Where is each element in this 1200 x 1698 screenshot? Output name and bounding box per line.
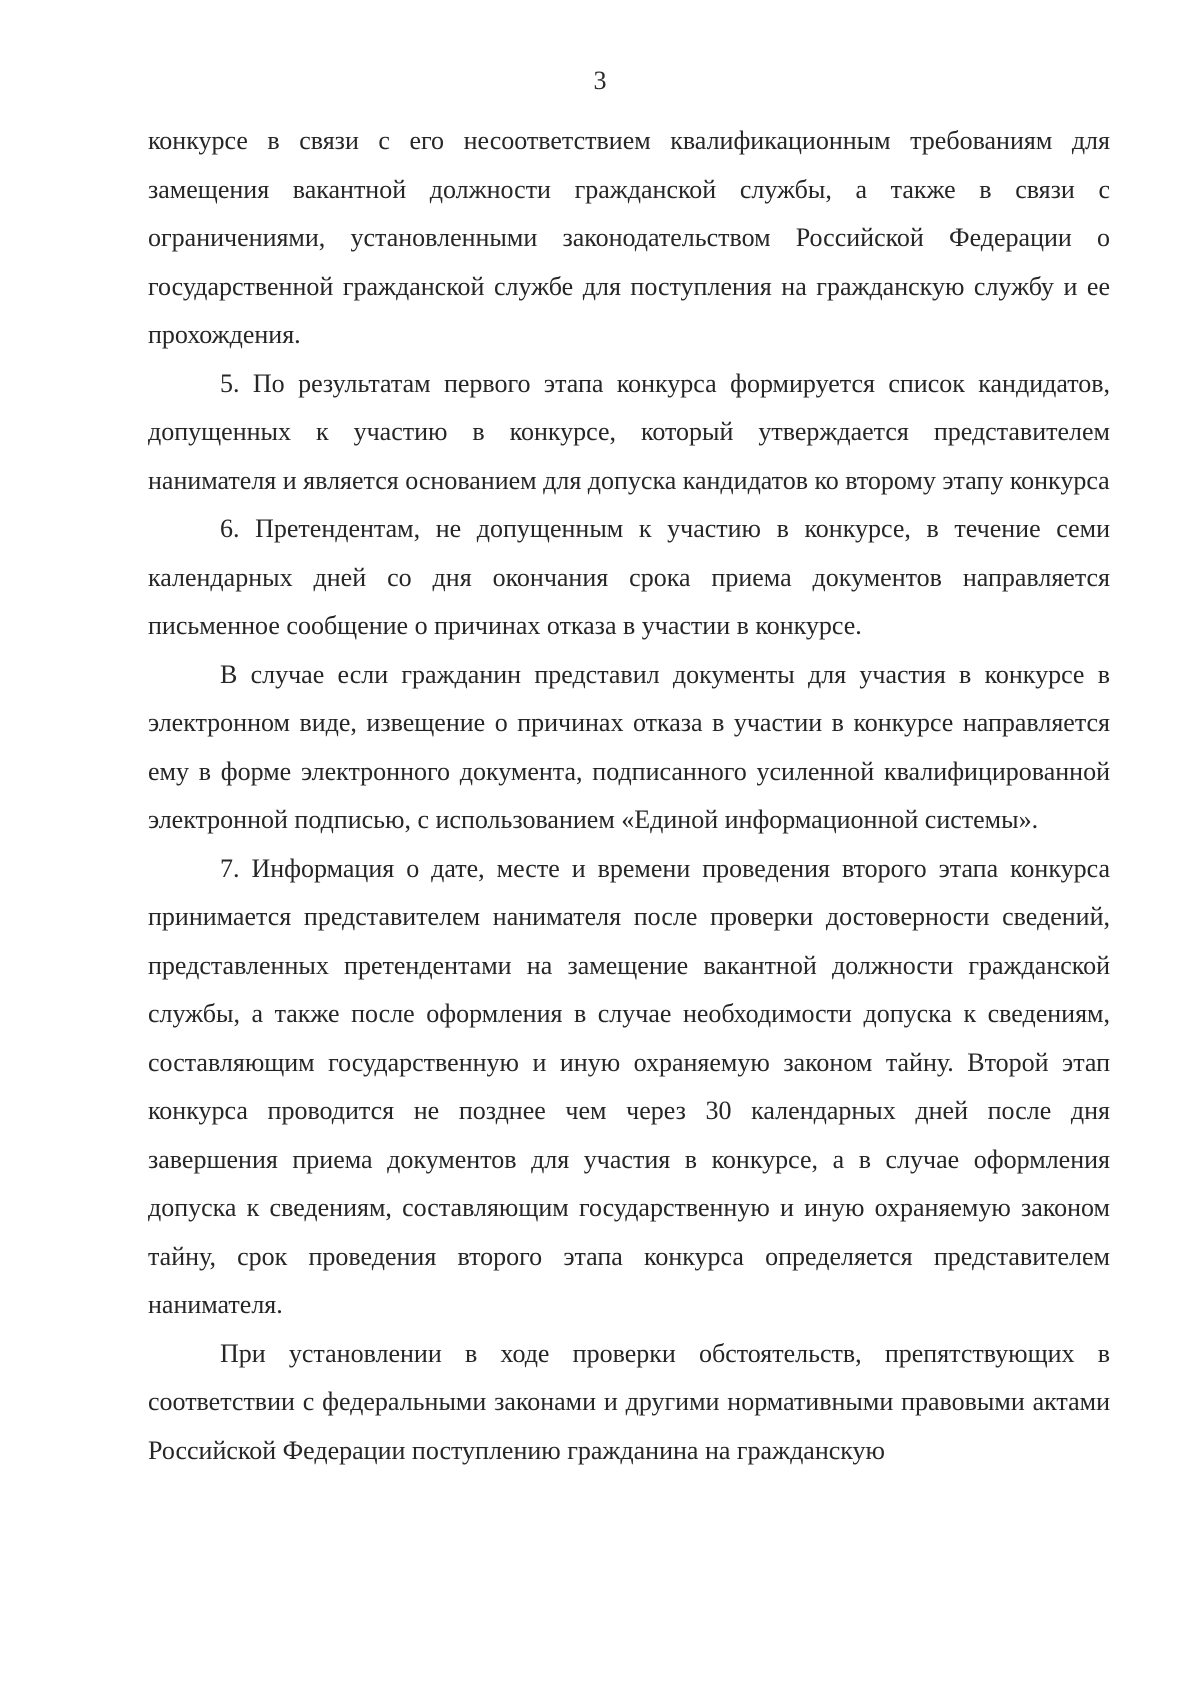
paragraph-item-7: 7. Информация о дате, месте и времени проведения второго этапа конкурса принимается представителем нанимателя после проверки достоверности сведений, представленных претендентами на замещение вакантной должности гражданской службы, а также после оформления в случае необходимости допуска к сведениям, составляющим государственную и иную охраняемую законом тайну. Второй этап конкурса проводится не позднее чем через 30 календарных дней после дня завершения приема документов для участия в конкурсе, а в случае оформления допуска к сведениям, составляющим государственную и иную охраняемую законом тайну, срок проведения второго этапа конкурса определяется представителем нанимателя.	[148, 853, 1110, 1319]
paragraph-item-5: 5. По результатам первого этапа конкурса формируется список кандидатов, допущенных к участию в конкурсе, который утверждается представителем нанимателя и является основанием для допуска кандидатов ко второму этапу конкурса	[148, 368, 1110, 495]
paragraph-electronic-notice: В случае если гражданин представил документы для участия в конкурсе в электронном виде, извещение о причинах отказа в участии в конкурсе направляется ему в форме электронного документа, подписанного усиленной квалифицированной электронной подписью, с использованием «Единой информационной системы».	[148, 659, 1110, 834]
page-number: 3	[593, 66, 607, 95]
document-body	[148, 117, 1110, 1475]
paragraph-item-6: 6. Претендентам, не допущенным к участию в конкурсе, в течение семи календарных дней со дня окончания срока приема документов направляется письменное сообщение о причинах отказа в участии в конкурсе.	[148, 514, 1110, 640]
paragraph-verification: При установлении в ходе проверки обстоятельств, препятствующих в соответствии с федеральными законами и другими нормативными правовыми актами Российской Федерации поступлению гражданина на гражданскую	[148, 1338, 1110, 1465]
paragraph-continuation: конкурсе в связи с его несоответствием квалификационным требованиям для замещения вакантной должности гражданской службы, а также в связи с ограничениями, установленными законодательством Российской Федерации о государственной гражданской службе для поступления на гражданскую службу и ее прохождения.	[148, 126, 1110, 349]
